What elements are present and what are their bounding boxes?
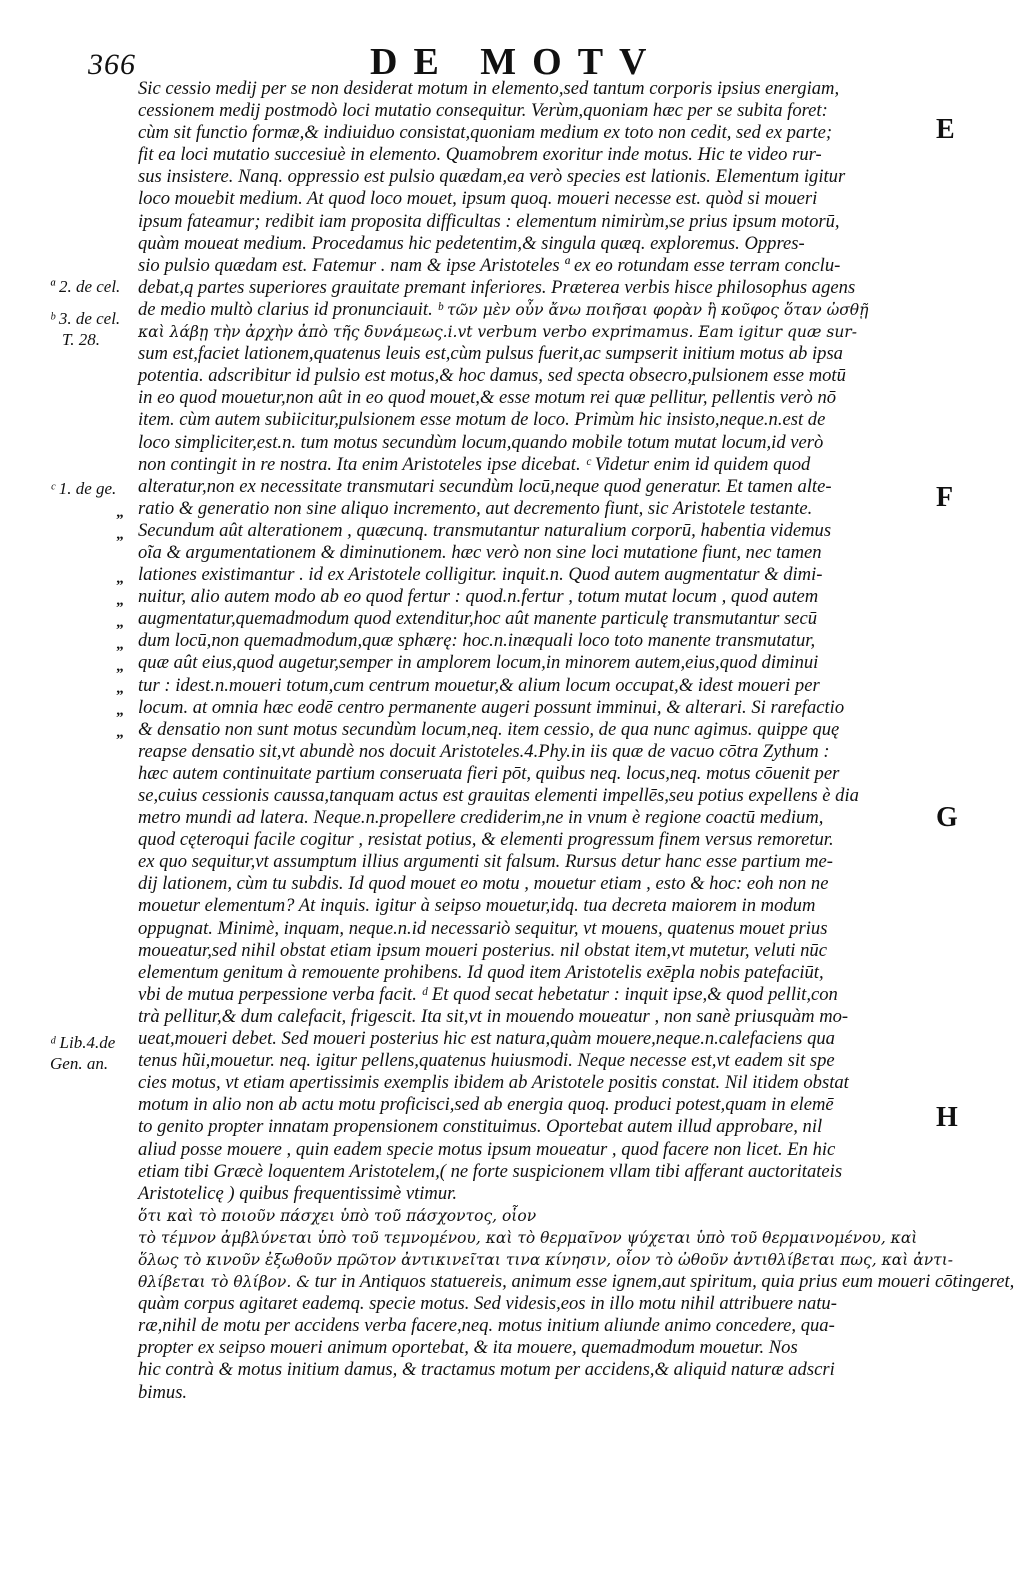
text-line: augmentatur,quemadmodum quod extenditur,hoc aût manente particulę transmutantur secū [138,608,818,630]
text-segment: tur in Antiquos statuereis, animum esse ignem,aut spiritum, quia prius eum moueri cōtingeret, [314,1271,1014,1293]
text-line: tenus hũi,mouetur. neq. igitur pellens,quatenus huiusmodi. Neque necesse est,vt eadem sit spe [138,1050,835,1072]
text-line: ræ,nihil de motu per accidens verba facere,neq. motus initium aliunde animo concedere, qua- [138,1315,835,1337]
quotation-mark: ” [116,710,124,726]
text-line: sus insistere. Nanq. oppressio est pulsio quædam,ea verò species est lationis. Elementum igitur [138,166,846,188]
text-line: loco mouebit medium. At quod loco mouet, ipsum quoq. moueri necesse est. quòd si moueri [138,188,818,210]
text-line: bimus. [138,1381,188,1403]
text-line-with-greek [138,299,928,321]
text-line: quàm corpus agitaret eademq. specie motus. Sed videsis,eos in illo motu nihil attribuere natu- [138,1293,837,1315]
quotation-mark: ” [116,534,124,550]
text-line: trà pellitur,& dum calefacit, frigescit. Ita sit,vt in mouendo moueatur , non sanè priusquàm mo- [138,1005,849,1027]
text-line-with-greek [138,1205,928,1227]
greek-line: τὸ τέμνον ἀμβλύνεται ὑπὸ τοῦ τεμνομένου, καὶ τὸ θερμαῖνον ψύχεται ὑπὸ τοῦ θερμαινομένου, καὶ [138,1228,918,1247]
text-line: aliud posse mouere , quin eadem specie motus ipsum moueatur , quod facere non licet. En hic [138,1138,836,1160]
text-line: motum in alio non ab actu motu proficisci,sed ab energia quoq. produci potest,quam in elemē [138,1094,834,1116]
text-line: hæc autem continuitate partium conseruata fieri pōt, quibus neq. locus,neq. motus cōuenit per [138,762,840,784]
margin-note: ª 2. de cel. [50,277,121,296]
quotation-mark: ” [116,666,124,682]
quotation-mark: ” [116,732,124,748]
text-line: ex quo sequitur,vt assumptum illius argumenti sit falsum. Rursus detur hanc esse partium me- [138,851,833,873]
greek-quotation: τῶν μὲν οὖν ἄνω ποιῆσαι φορὰν ἢ κοῦφος ὅταν ὠσθῇ [447,300,869,319]
running-head: DE MOTV [370,41,663,83]
text-line: sio pulsio quædam est. Fatemur . nam & ipse Aristoteles ª ex eo rotundam esse terram conclu- [138,254,841,276]
quotation-mark: ” [116,688,124,704]
quotation-mark: ” [116,600,124,616]
quotation-mark: ” [116,578,124,594]
text-line: elementum genitum à remouente prohibens. Id quod item Aristotelis exēpla nobis patefaciūt, [138,961,824,983]
text-line: fit ea loci mutatio succesiuè in elemento. Quamobrem exoritur inde motus. Hic te video rur- [138,144,822,166]
section-letter: E [936,114,955,145]
text-line: vbi de mutua perpessione verba facit. ᵈ Et quod secat hebetatur : inquit ipse,& quod pellit,con [138,983,838,1005]
quotation-mark: ” [116,622,124,638]
text-line: oppugnat. Minimè, inquam, neque.n.id necessariò sequitur, vt mouens, quatenus mouet prius [138,917,828,939]
text-line: non contingit in re nostra. Ita enim Aristoteles ipse dicebat. ᶜ Videtur enim id quidem quod [138,453,811,475]
margin-note: T. 28. [62,330,100,349]
text-line: cùm sit functio formæ,& indiuiduo consistat,quoniam medium ex toto non cedit, sed ex parte; [138,122,833,144]
text-line: Sic cessio medij per se non desiderat motum in elemento,sed tantum corporis ipsius energiam, [138,78,840,99]
margin-note: Gen. an. [50,1054,109,1073]
quotation-mark: ” [116,512,124,528]
text-line: etiam tibi Græcè loquentem Aristotelem,( ne forte suspicionem vllam tibi afferant auctoritateis [138,1160,843,1182]
greek-line: ὅλως τὸ κινοῦν ἐξωθοῦν πρῶτον ἀντικινεῖται τινα κίνησιν, οἷον τὸ ὠθοῦν ἀντιθλίβεται πως, καὶ ἀντι- [138,1250,954,1269]
text-line: sum est,faciet lationem,quatenus leuis est,cùm pulsus fuerit,ac sumpserit initium motus ab ipsa [138,343,843,365]
text-line: in eo quod mouetur,non aût in eo quod mouet,& esse motum rei quæ pellitur, pellentis verò nō [138,387,837,409]
margin-note: ᵈ Lib.4.de [50,1033,116,1052]
text-line: dij lationem, cùm tu subdis. Id quod mouet eo motu , mouetur etiam , esto & hoc: eoh non ne [138,873,829,895]
text-line: se,cuius cessionis caussa,tanquam actus est grauitas elementi impellēs,seu potius expellens è dia [138,785,859,806]
text-line: & densatio non sunt motus secundùm locum,neq. item cessio, de qua nunc agimus. quippe quę [138,718,840,740]
text-line: potentia. adscribitur id pulsio est motus,& hoc damus, sed specta obsecro,pulsionem esse motū [138,365,846,387]
text-line: tur : idest.n.moueri totum,cum centrum mouetur,& alium locum occupat,& idest moueri per [138,674,820,696]
page-number: 366 [88,48,136,81]
text-line: dum locū,non quemadmodum,quæ sphærę: hoc.n.inæquali loco toto manente transmutatur, [138,630,816,652]
quotation-mark: ” [116,644,124,660]
text-line: nuitur, alio autem modo ab eo quod fertur : quod.n.fertur , totum mutat locum , quod autem [138,586,819,608]
text-line: Secundum aût alterationem , quæcunq. transmutantur naturalium corporū, habentia videmus [138,519,832,541]
text-line: quæ aût eius,quod augetur,semper in amplorem locum,in minorem autem,eius,quod diminui [138,652,819,674]
text-line: oĩa & argumentationem & diminutionem. hæc verò non sine loci mutatione fiunt, nec tamen [138,541,822,563]
text-line: cessionem medij postmodò loci mutatio consequitur. Verùm,quoniam hæc per se subita foret: [138,100,828,122]
text-line: reapse densatio sit,vt abundè nos docuit Aristoteles.4.Phy.in iis quæ de vacuo cōtra Zythum : [138,740,830,762]
margin-note: ᵇ 3. de cel. [50,309,121,328]
text-line: Aristotelicę ) quibus frequentissimè vtimur. [138,1182,457,1204]
text-line: quod cęteroqui facile cogitur , resistat potius, & elementi progressum finem versus remoretur. [138,829,834,851]
margin-note: ᶜ 1. de ge. [50,479,117,498]
text-line: mouetur elementum? At inquis. igitur à seipso mouetur,idq. tua decreta maiorem in modum [138,895,816,917]
section-letter: F [936,482,954,513]
text-line: cies motus, vt etiam apertissimis exemplis ibidem ab Aristotele positis constat. Nil itidem obstat [138,1072,849,1094]
body-text [138,78,1014,1426]
text-line: alteratur,non ex necessitate transmutari secundùm locū,neque quod generatur. Et tamen alte- [138,475,832,497]
greek-line: καὶ λάβῃ τὴν ἀρχὴν ἀπὸ τῆς δυνάμεως.i.vt verbum verbo exprimamus. Eam igitur quæ sur- [138,323,857,342]
text-line: to genito propter innatam propensionem constituimus. Oportebat autem illud approbare, nil [138,1116,823,1138]
text-line: item. cùm autem subiicitur,pulsionem esse motum de loco. Primùm hic insisto,neque.n.est de [138,409,826,431]
greek-quotation: θλίβεται τὸ θλίβον. & [138,1273,310,1292]
text-line-with-greek [138,1271,1014,1293]
text-line: propter ex seipso moueri animum oportebat, & ita mouere, quemadmodum mouetur. Nos [138,1337,798,1359]
text-line: lationes existimantur . id ex Aristotele colligitur. inquit.n. Quod autem augmentatur & dimi- [138,564,823,586]
text-line: quàm moueat medium. Procedamus hic pedetentim,& singula quæq. exploremus. Oppres- [138,232,805,254]
text-line: debat,q partes superiores grauitate premant inferiores. Præterea verbis hisce philosophus agens [138,276,856,298]
section-letter: H [936,1102,958,1133]
text-line: ueat,moueri debet. Sed moueri posterius hic est natura,quàm mouere,neque.n.calefaciens qua [138,1028,835,1050]
text-line: moueatur,sed nihil obstat etiam ipsum moueri posterius. nil obstat item,vt mutetur, veluti nūc [138,939,827,961]
text-line: ipsum fateamur; redibit iam proposita difficultas : elementum nimirùm,se prius ipsum motorū, [138,210,840,232]
text-line: metro mundi ad latera. Neque.n.propellere crediderim,ne in vnum è regione coactū medium, [138,807,824,829]
greek-quotation: ὅτι καὶ τὸ ποιοῦν πάσχει ὑπὸ τοῦ πάσχοντος, οἷον [138,1206,537,1225]
text-line: loco simpliciter,est.n. tum motus secundùm locum,quando mobile totum mutat locum,id verò [138,431,824,453]
text-line: hic contrà & motus initium damus, & tractamus motum per accidens,& aliquid naturæ adscri [138,1359,835,1381]
section-letter: G [936,802,958,833]
text-line: ratio & generatio non sine aliquo incremento, aut decremento fiunt, sic Aristotele testante. [138,497,813,519]
text-line [138,1404,928,1426]
text-segment: de medio multò clarius id pronunciauit. ᵇ [138,298,443,320]
text-line: locum. at omnia hæc eodē centro permanente augeri possunt imminui, & alterari. Si rarefactio [138,696,845,718]
